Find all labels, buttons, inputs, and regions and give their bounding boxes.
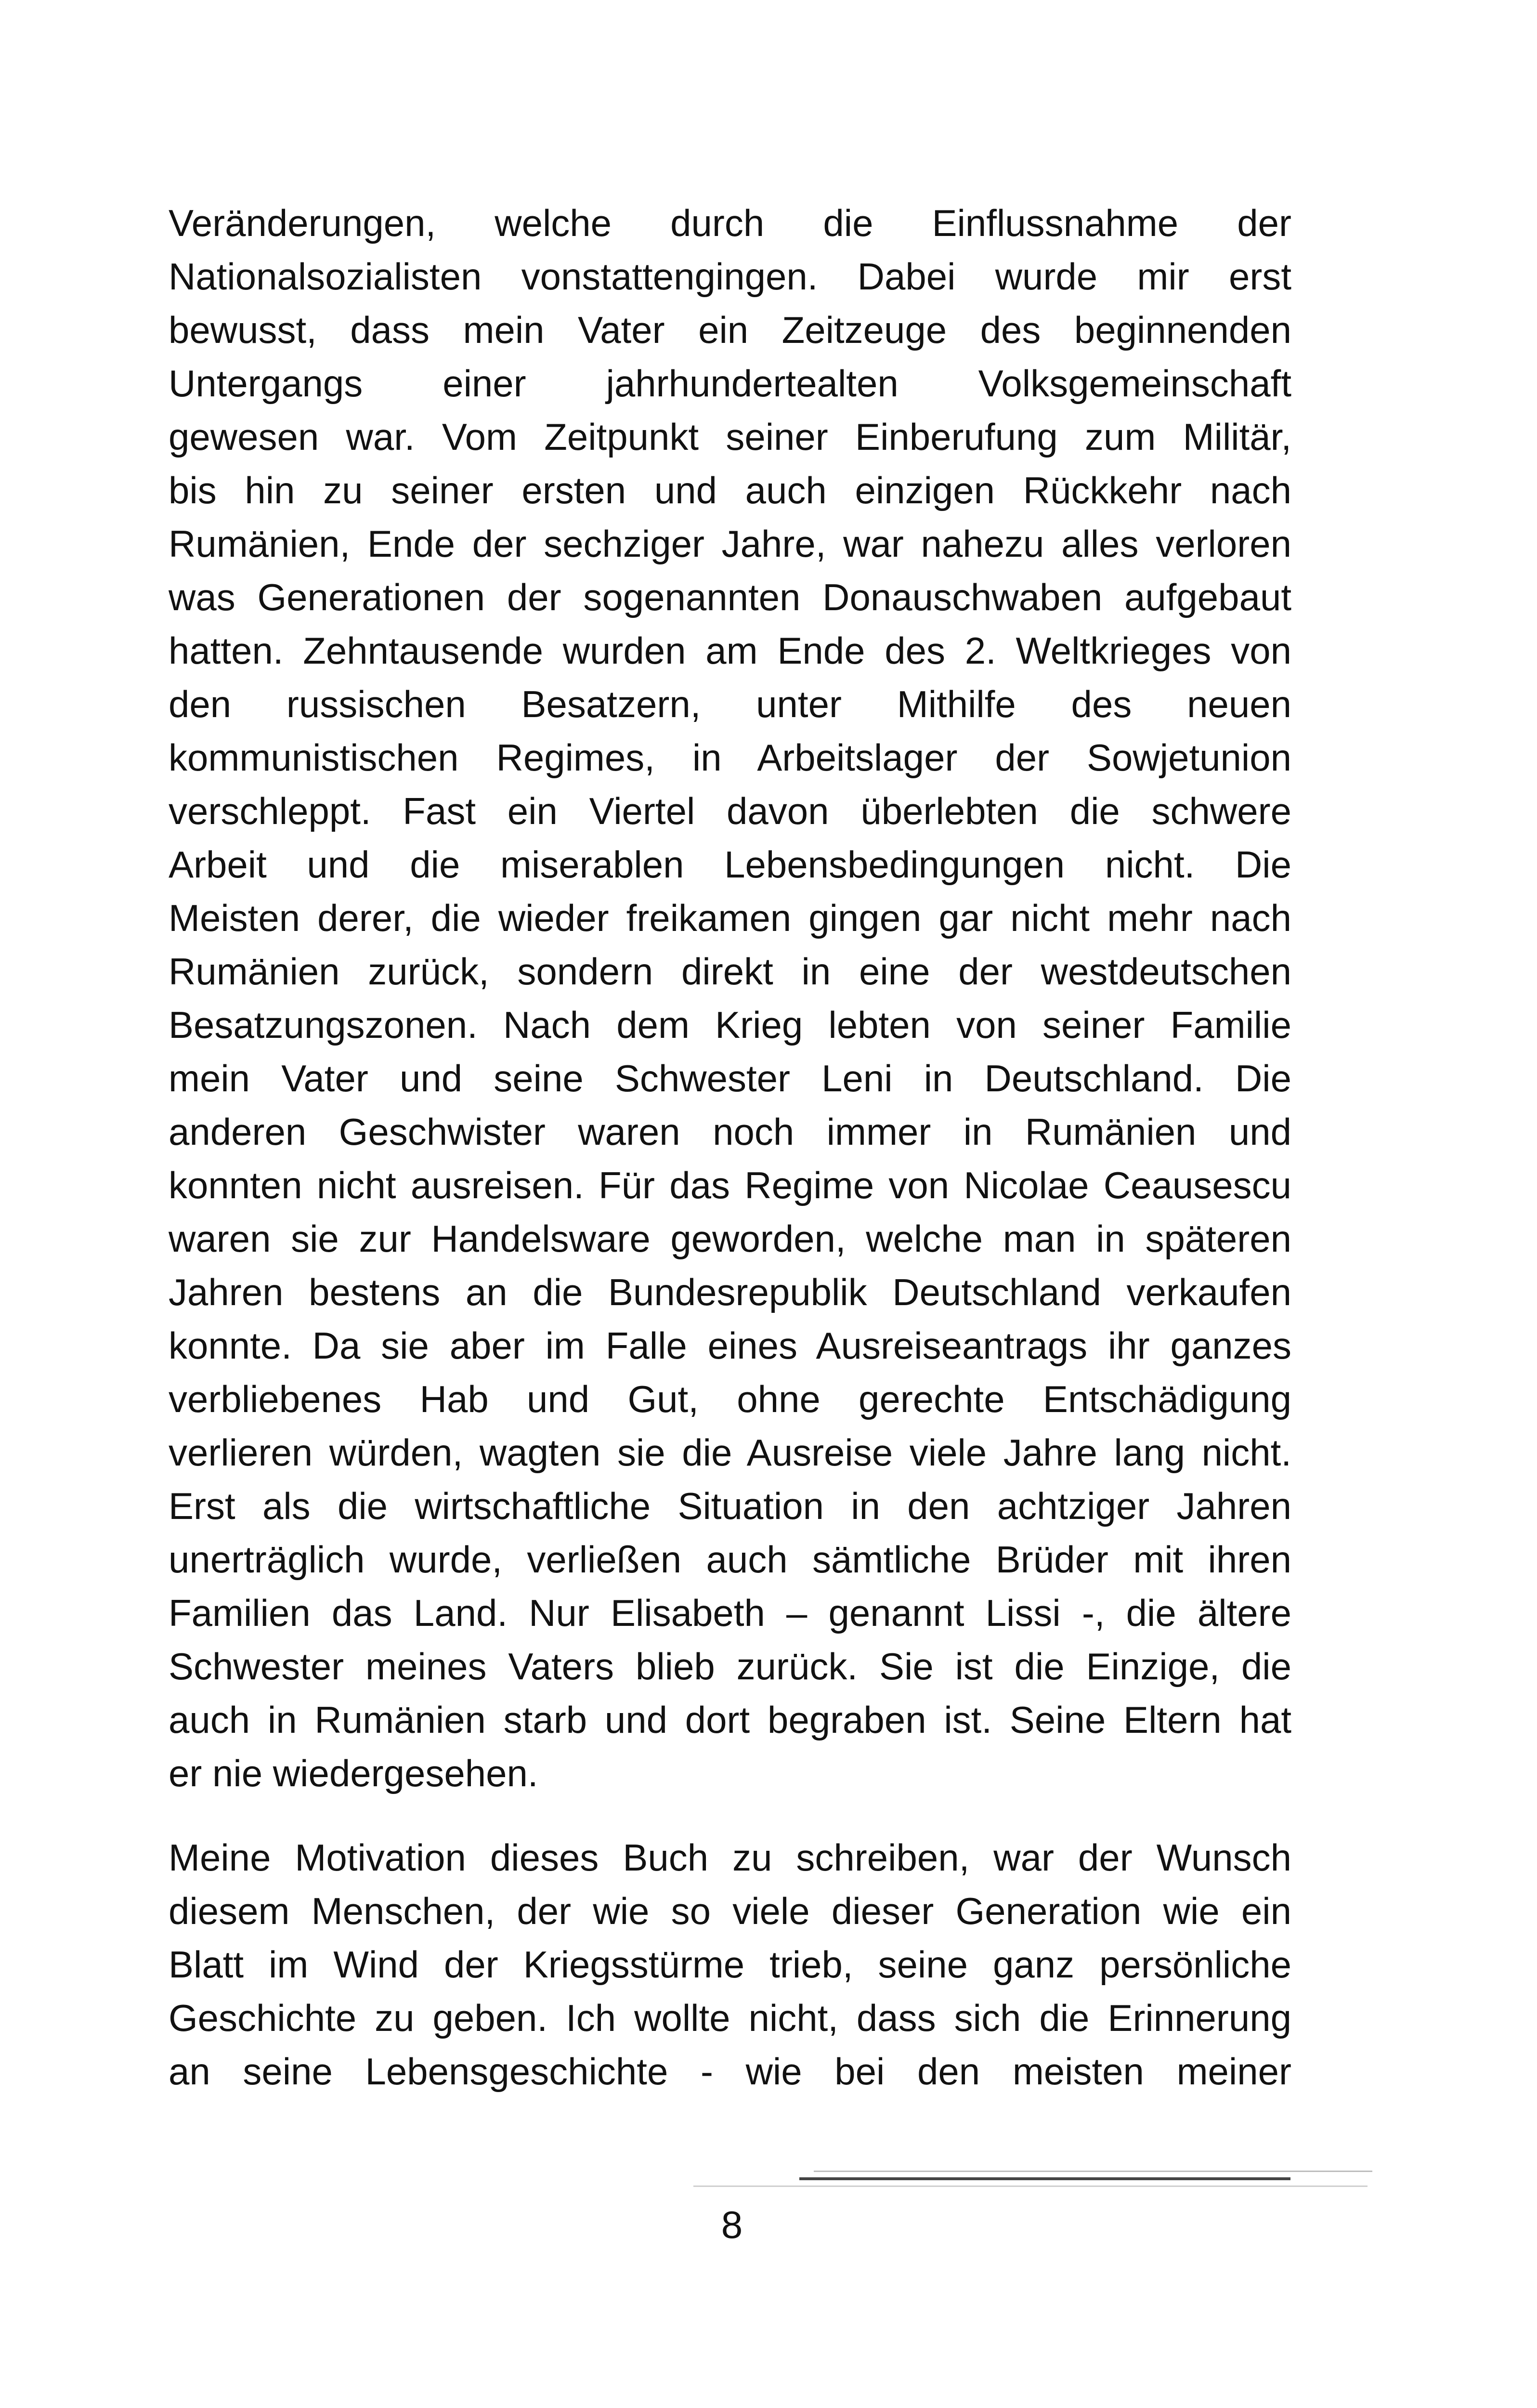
text-line: bewusst, dass mein Vater ein Zeitzeuge des beginnenden	[169, 309, 1291, 351]
text-line: was Generationen der sogenannten Donauschwaben aufgebaut	[169, 576, 1291, 618]
text-line: Erst als die wirtschaftliche Situation in den achtziger Jahren	[169, 1485, 1291, 1527]
page-number: 8	[721, 2203, 743, 2246]
text-line: unerträglich wurde, verließen auch sämtliche Brüder mit ihren	[169, 1538, 1291, 1581]
text-line: Jahren bestens an die Bundesrepublik Deutschland verkaufen	[169, 1271, 1291, 1313]
text-line: hatten. Zehntausende wurden am Ende des 2. Weltkrieges von	[169, 629, 1291, 672]
text-line: konnten nicht ausreisen. Für das Regime von Nicolae Ceausescu	[169, 1164, 1291, 1206]
text-line: den russischen Besatzern, unter Mithilfe des neuen	[169, 683, 1291, 725]
text-line: Blatt im Wind der Kriegsstürme trieb, seine ganz persönliche	[169, 1943, 1291, 1986]
text-line: Besatzungszonen. Nach dem Krieg lebten von seiner Familie	[169, 1004, 1291, 1046]
text-line: Untergangs einer jahrhundertealten Volksgemeinschaft	[169, 362, 1291, 405]
footer-divider	[799, 2177, 1290, 2180]
text-line: er nie wiedergesehen.	[169, 1752, 538, 1794]
text-line: Rumänien zurück, sondern direkt in eine der westdeutschen	[169, 950, 1291, 993]
text-line: bis hin zu seiner ersten und auch einzigen Rückkehr nach	[169, 469, 1291, 511]
text-line: verlieren würden, wagten sie die Ausreise viele Jahre lang nicht.	[169, 1431, 1291, 1474]
text-line: konnte. Da sie aber im Falle eines Ausreiseantrags ihr ganzes	[169, 1324, 1291, 1367]
text-line: Arbeit und die miserablen Lebensbedingungen nicht. Die	[169, 843, 1291, 886]
text-line: kommunistischen Regimes, in Arbeitslager der Sowjetunion	[169, 736, 1291, 779]
text-line: mein Vater und seine Schwester Leni in Deutschland. Die	[169, 1057, 1291, 1099]
text-line: verschleppt. Fast ein Viertel davon überlebten die schwere	[169, 790, 1291, 832]
text-line: auch in Rumänien starb und dort begraben ist. Seine Eltern hat	[169, 1699, 1291, 1741]
text-line: Veränderungen, welche durch die Einflussnahme der	[169, 202, 1291, 244]
body-paragraph-2	[169, 1831, 1291, 2098]
footer-divider	[693, 2186, 1368, 2187]
text-line: gewesen war. Vom Zeitpunkt seiner Einberufung zum Militär,	[169, 416, 1291, 458]
text-line: diesem Menschen, der wie so viele dieser Generation wie ein	[169, 1890, 1291, 1932]
text-line: verbliebenes Hab und Gut, ohne gerechte Entschädigung	[169, 1378, 1291, 1420]
text-line: Schwester meines Vaters blieb zurück. Sie ist die Einzige, die	[169, 1645, 1291, 1688]
text-line: Meisten derer, die wieder freikamen gingen gar nicht mehr nach	[169, 897, 1291, 939]
text-line: anderen Geschwister waren noch immer in Rumänien und	[169, 1111, 1291, 1153]
text-line: an seine Lebensgeschichte - wie bei den meisten meiner	[169, 2050, 1291, 2093]
text-line: Meine Motivation dieses Buch zu schreiben, war der Wunsch	[169, 1836, 1291, 1879]
body-paragraph-1	[169, 196, 1291, 1800]
text-line: Rumänien, Ende der sechziger Jahre, war nahezu alles verloren	[169, 523, 1291, 565]
text-line: Familien das Land. Nur Elisabeth – genannt Lissi -, die ältere	[169, 1592, 1291, 1634]
footer-divider	[814, 2171, 1372, 2172]
text-line: waren sie zur Handelsware geworden, welche man in späteren	[169, 1217, 1291, 1260]
text-line: Geschichte zu geben. Ich wollte nicht, dass sich die Erinnerung	[169, 1997, 1291, 2039]
text-line: Nationalsozialisten vonstattengingen. Dabei wurde mir erst	[169, 255, 1291, 298]
